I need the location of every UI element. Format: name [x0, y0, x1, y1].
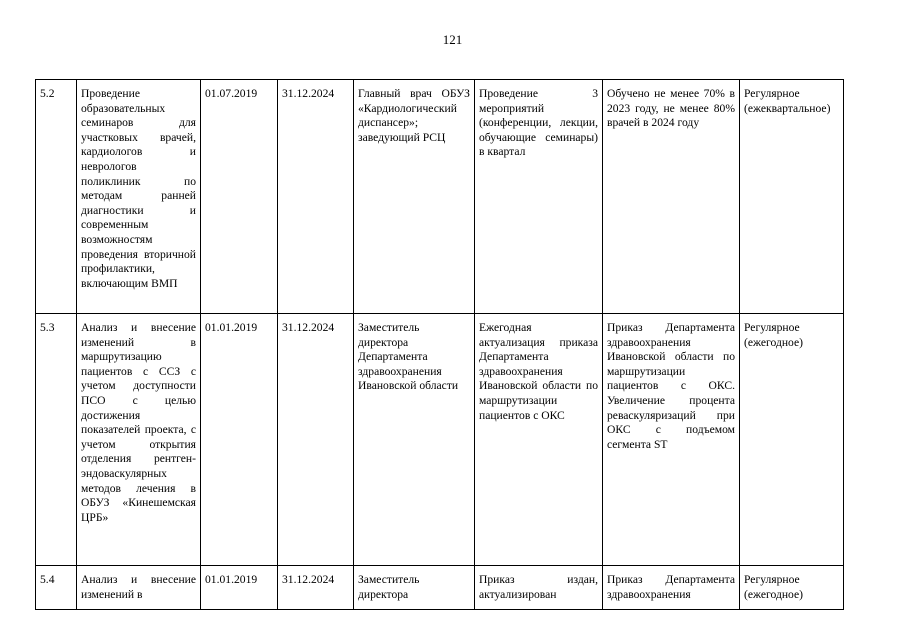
- row-number: 5.3: [36, 314, 77, 566]
- row-number: 5.2: [36, 80, 77, 314]
- indicator-cell: Приказ Департамента здравоохранения Ивановской области по маршрутизации пациентов с ОКС. Увеличение процента реваскуляризаций при ОКС с подъемом сегмента ST: [603, 314, 740, 566]
- type-cell: Регулярное (ежегодное): [740, 314, 844, 566]
- start-date-cell: 01.07.2019: [201, 80, 278, 314]
- responsible-cell: Главный врач ОБУЗ «Кардиологический диспансер»; заведующий РСЦ: [354, 80, 475, 314]
- table-row: [36, 566, 844, 610]
- activity-cell: Анализ и внесение изменений в: [77, 566, 201, 610]
- activity-cell: Проведение образовательных семинаров для участковых врачей, кардиологов и неврологов поликлиник по методам ранней диагностики и современным возможностям проведения вторичной профилактики, включающим ВМП: [77, 80, 201, 314]
- responsible-cell: Заместитель директора: [354, 566, 475, 610]
- end-date-cell: 31.12.2024: [278, 566, 354, 610]
- start-date-cell: 01.01.2019: [201, 314, 278, 566]
- type-cell: Регулярное (ежегодное): [740, 566, 844, 610]
- activity-table: [35, 79, 844, 610]
- end-date-cell: 31.12.2024: [278, 80, 354, 314]
- result-cell: Приказ издан, актуализирован: [475, 566, 603, 610]
- indicator-cell: Приказ Департамента здравоохранения: [603, 566, 740, 610]
- result-cell: Ежегодная актуализация приказа Департамента здравоохранения Ивановской области по маршрутизации пациентов с ОКС: [475, 314, 603, 566]
- table-row: [36, 314, 844, 566]
- type-cell: Регулярное (ежеквартальное): [740, 80, 844, 314]
- responsible-cell: Заместитель директора Департамента здравоохранения Ивановской области: [354, 314, 475, 566]
- table-row: [36, 80, 844, 314]
- row-number: 5.4: [36, 566, 77, 610]
- activity-cell: Анализ и внесение изменений в маршрутизацию пациентов с ССЗ с учетом доступности ПСО с целью достижения показателей проекта, с учетом открытия отделения рентген-эндоваскулярных методов лечения в ОБУЗ «Кинешемская ЦРБ»: [77, 314, 201, 566]
- indicator-cell: Обучено не менее 70% в 2023 году, не менее 80% врачей в 2024 году: [603, 80, 740, 314]
- start-date-cell: 01.01.2019: [201, 566, 278, 610]
- page-number: 121: [442, 32, 463, 47]
- end-date-cell: 31.12.2024: [278, 314, 354, 566]
- result-cell: Проведение 3 мероприятий (конференции, лекции, обучающие семинары) в квартал: [475, 80, 603, 314]
